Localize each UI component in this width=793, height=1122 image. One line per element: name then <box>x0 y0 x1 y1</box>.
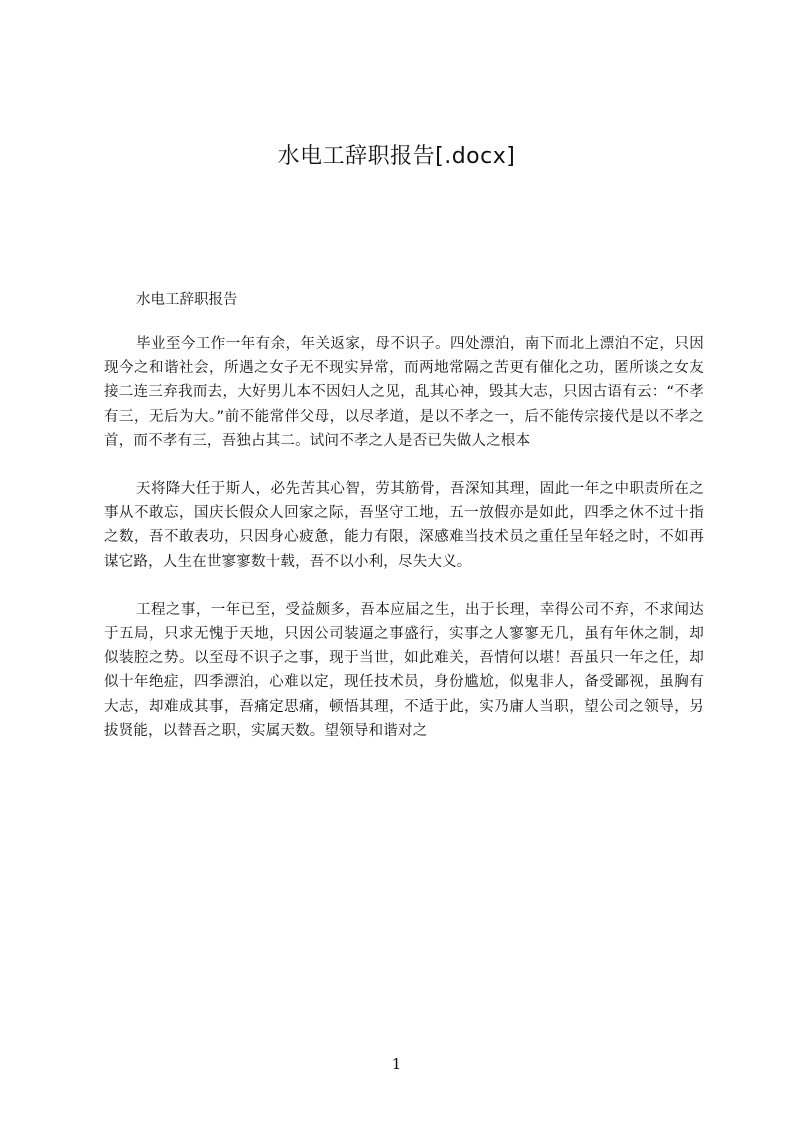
document-body <box>104 288 704 767</box>
section-heading: 水电工辞职报告 <box>136 292 238 308</box>
page-number: 1 <box>391 1055 402 1073</box>
paragraph-3: 工程之事，一年已至，受益颇多，吾本应届之生，出于长理，幸得公司不弃，不求闻达于五局，只求无愧于天地，只因公司装逼之事盛行，实事之人寥寥无几，虽有年休之制，却似装腔之势。以至母不识子之事，现于当世，如此难关，吾情何以堪！吾虽只一年之任，却似十年绝症，四季漂泊，心难以定，现任技术员，身份尴尬，似鬼非人，备受鄙视，虽胸有大志，却难成其事，吾痛定思痛，顿悟其理，不适于此，实乃庸人当职，望公司之领导，另拔贤能，以替吾之职，实属天数。望领导和谐对之 <box>104 601 704 739</box>
paragraph-1: 毕业至今工作一年有余，年关返家，母不识子。四处漂泊，南下而北上漂泊不定，只因现今之和谐社会，所遇之女子无不现实异常，而两地常隔之苦更有催化之功，匿所谈之女友接二连三弃我而去，大好男儿本不因妇人之见，乱其心神，毁其大志，只因古语有云：“不孝有三，无后为大。”前不能常伴父母，以尽孝道，是以不孝之一，后不能传宗接代是以不孝之首，而不孝有三，吾独占其二。试问不孝之人是否已失做人之根本 <box>104 336 704 449</box>
paragraph-2: 天将降大任于斯人，必先苦其心智，劳其筋骨，吾深知其理，固此一年之中职责所在之事从不敢忘，国庆长假众人回家之际，吾坚守工地，五一放假亦是如此，四季之休不过十指之数，吾不敢表功，只因身心疲惫，能力有限，深感难当技术员之重任呈年轻之时，不如再谋它路，人生在世寥寥数十载，吾不以小利，尽失大义。 <box>104 481 704 570</box>
document-title: 水电工辞职报告[.docx] <box>277 144 516 169</box>
